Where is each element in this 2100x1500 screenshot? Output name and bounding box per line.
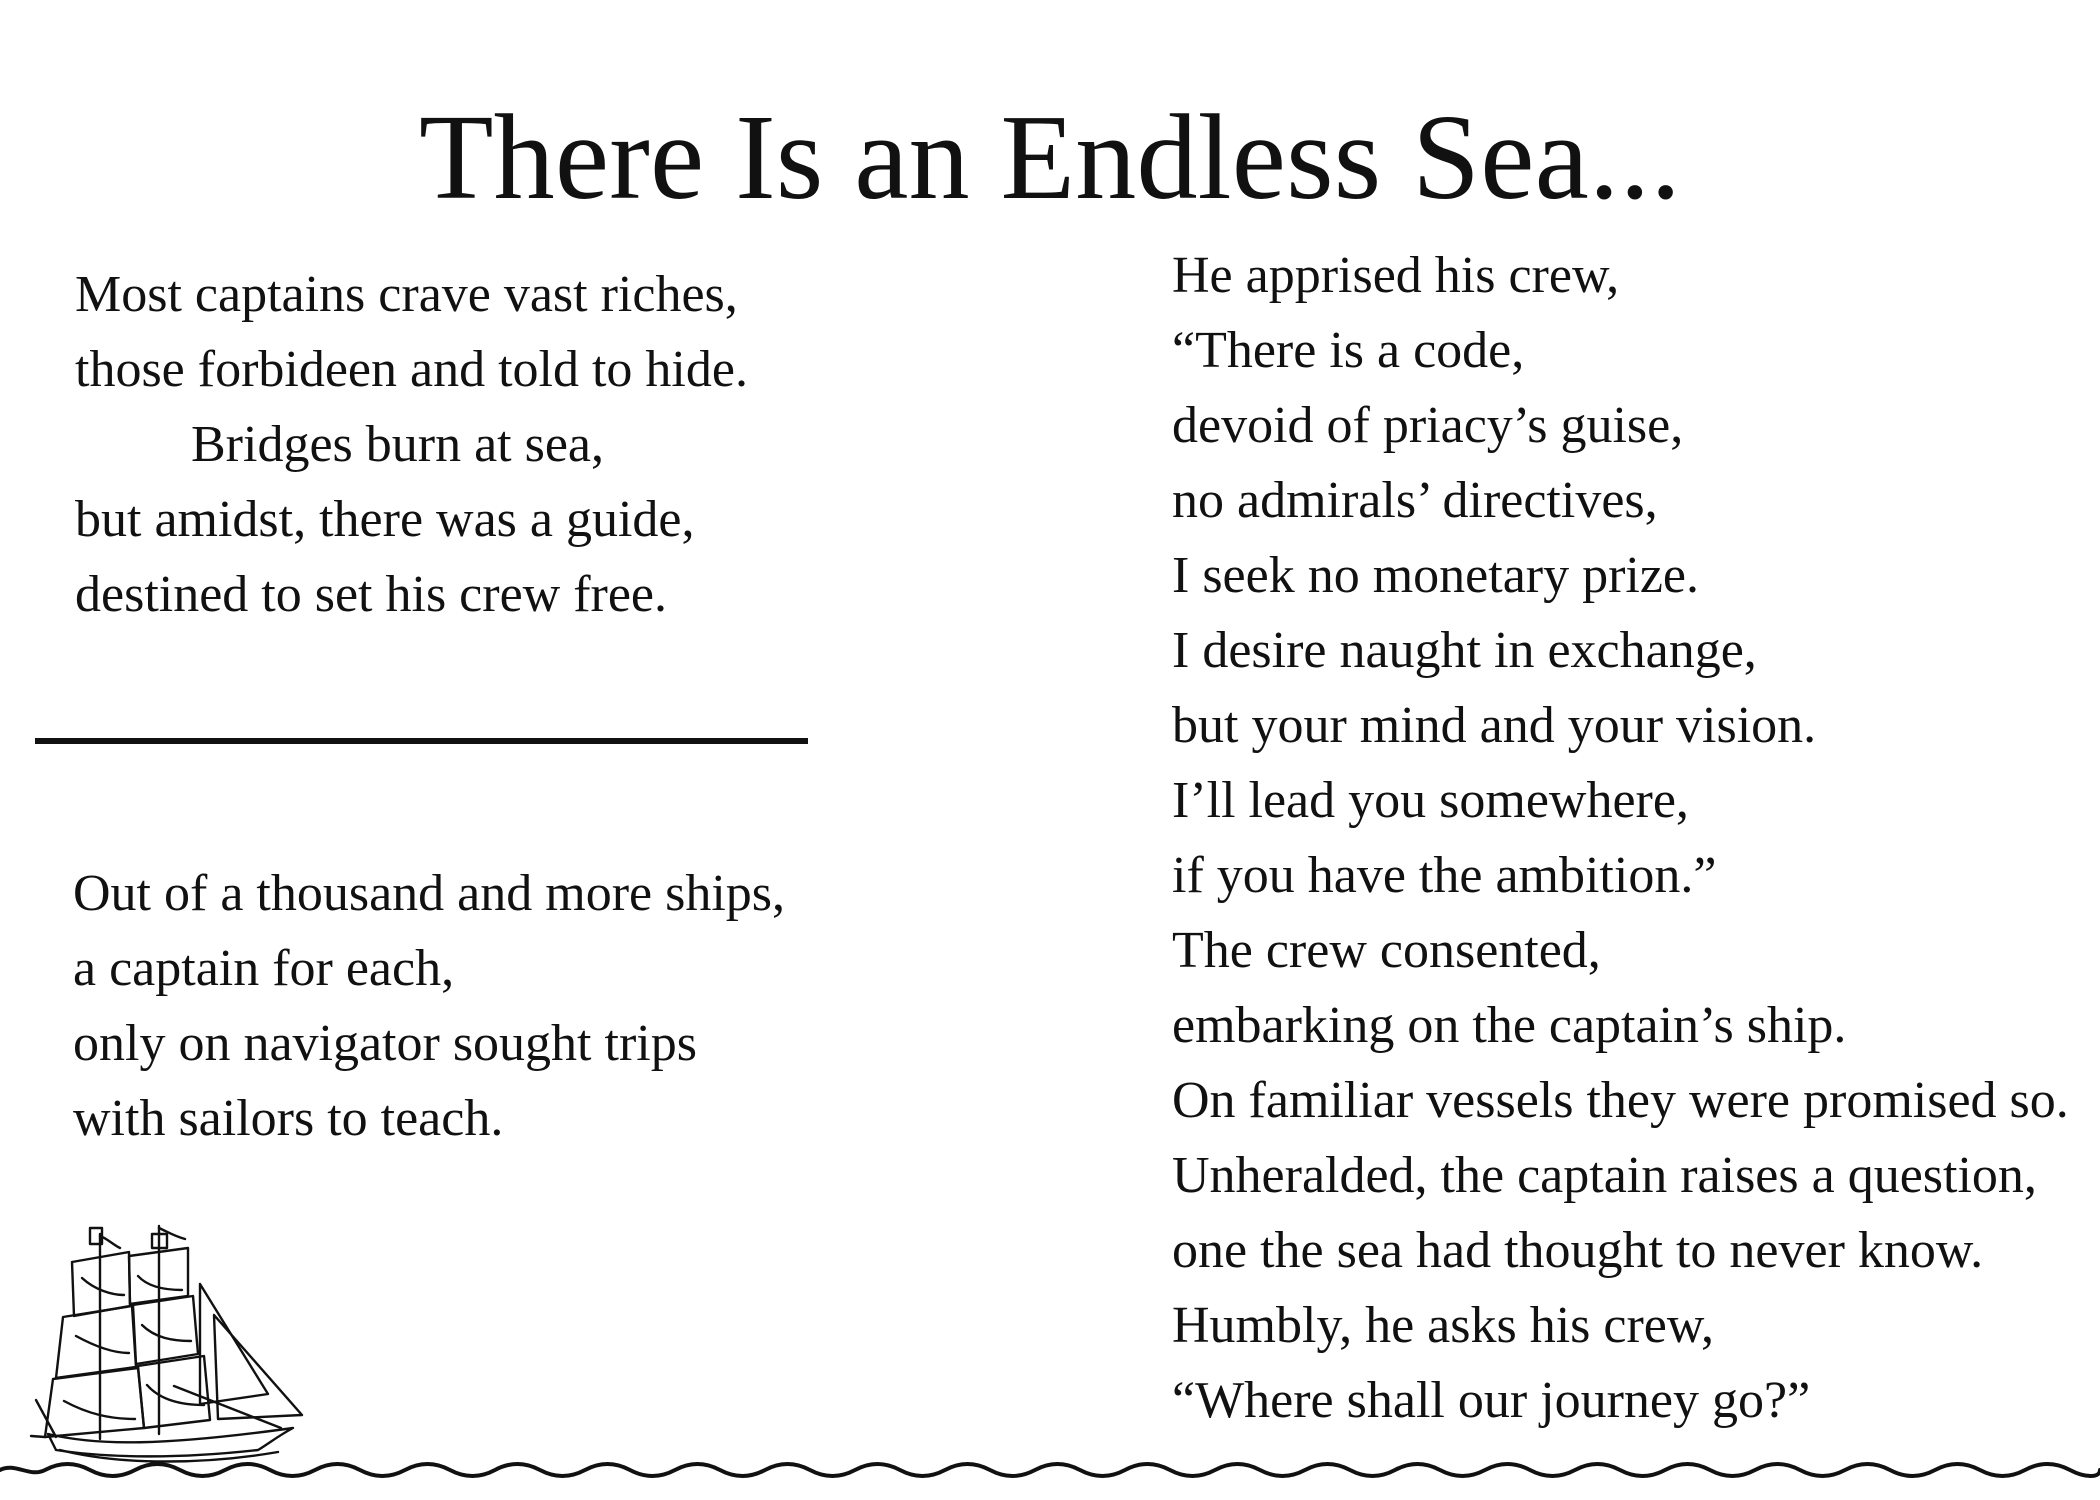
stanza-two — [73, 856, 785, 1156]
stanza-three-line: one the sea had thought to never know. — [1172, 1222, 1984, 1279]
stanza-one-line: but amidst, there was a guide, — [75, 491, 695, 548]
stanza-three-line: no admirals’ directives, — [1172, 472, 1658, 529]
stanza-two-line: Out of a thousand and more ships, — [73, 865, 786, 922]
stanza-three-line: but your mind and your vision. — [1172, 697, 1817, 754]
stanza-three-line: “Where shall our journey go?” — [1172, 1372, 1811, 1429]
stanza-two-line: only on navigator sought trips — [73, 1015, 697, 1072]
stanza-three-line: Humbly, he asks his crew, — [1172, 1297, 1715, 1354]
stanza-one-line: Most captains crave vast riches, — [75, 266, 738, 323]
stanza-three-line: embarking on the captain’s ship. — [1172, 997, 1847, 1054]
ocean-wave-border — [0, 1452, 2100, 1490]
stanza-three-line: if you have the ambition.” — [1172, 847, 1717, 904]
stanza-one-line: destined to set his crew free. — [75, 566, 668, 623]
stanza-three-line: devoid of priacy’s guise, — [1172, 397, 1684, 454]
stanza-three-line: The crew consented, — [1172, 922, 1601, 979]
stanza-three-line: I’ll lead you somewhere, — [1172, 772, 1689, 829]
stanza-three-line: I seek no monetary prize. — [1172, 547, 1700, 604]
stanza-three-line: I desire naught in exchange, — [1172, 622, 1757, 679]
stanza-one-line: those forbideen and told to hide. — [75, 341, 748, 398]
sailing-ship-icon — [28, 1214, 308, 1484]
stanza-two-line: with sailors to teach. — [73, 1090, 504, 1147]
horizontal-divider — [35, 738, 808, 744]
stanza-one-line: Bridges burn at sea, — [191, 416, 605, 473]
stanza-two-line: a captain for each, — [73, 940, 455, 997]
stanza-three-line: Unheralded, the captain raises a question, — [1172, 1147, 2037, 1204]
poem-title: There Is an Endless Sea... — [418, 89, 1682, 225]
stanza-one — [75, 257, 748, 632]
stanza-three — [1172, 238, 2069, 1438]
stanza-three-line: On familiar vessels they were promised so. — [1172, 1072, 2069, 1129]
stanza-three-line: He apprised his crew, — [1172, 247, 1620, 304]
stanza-three-line: “There is a code, — [1172, 322, 1525, 379]
